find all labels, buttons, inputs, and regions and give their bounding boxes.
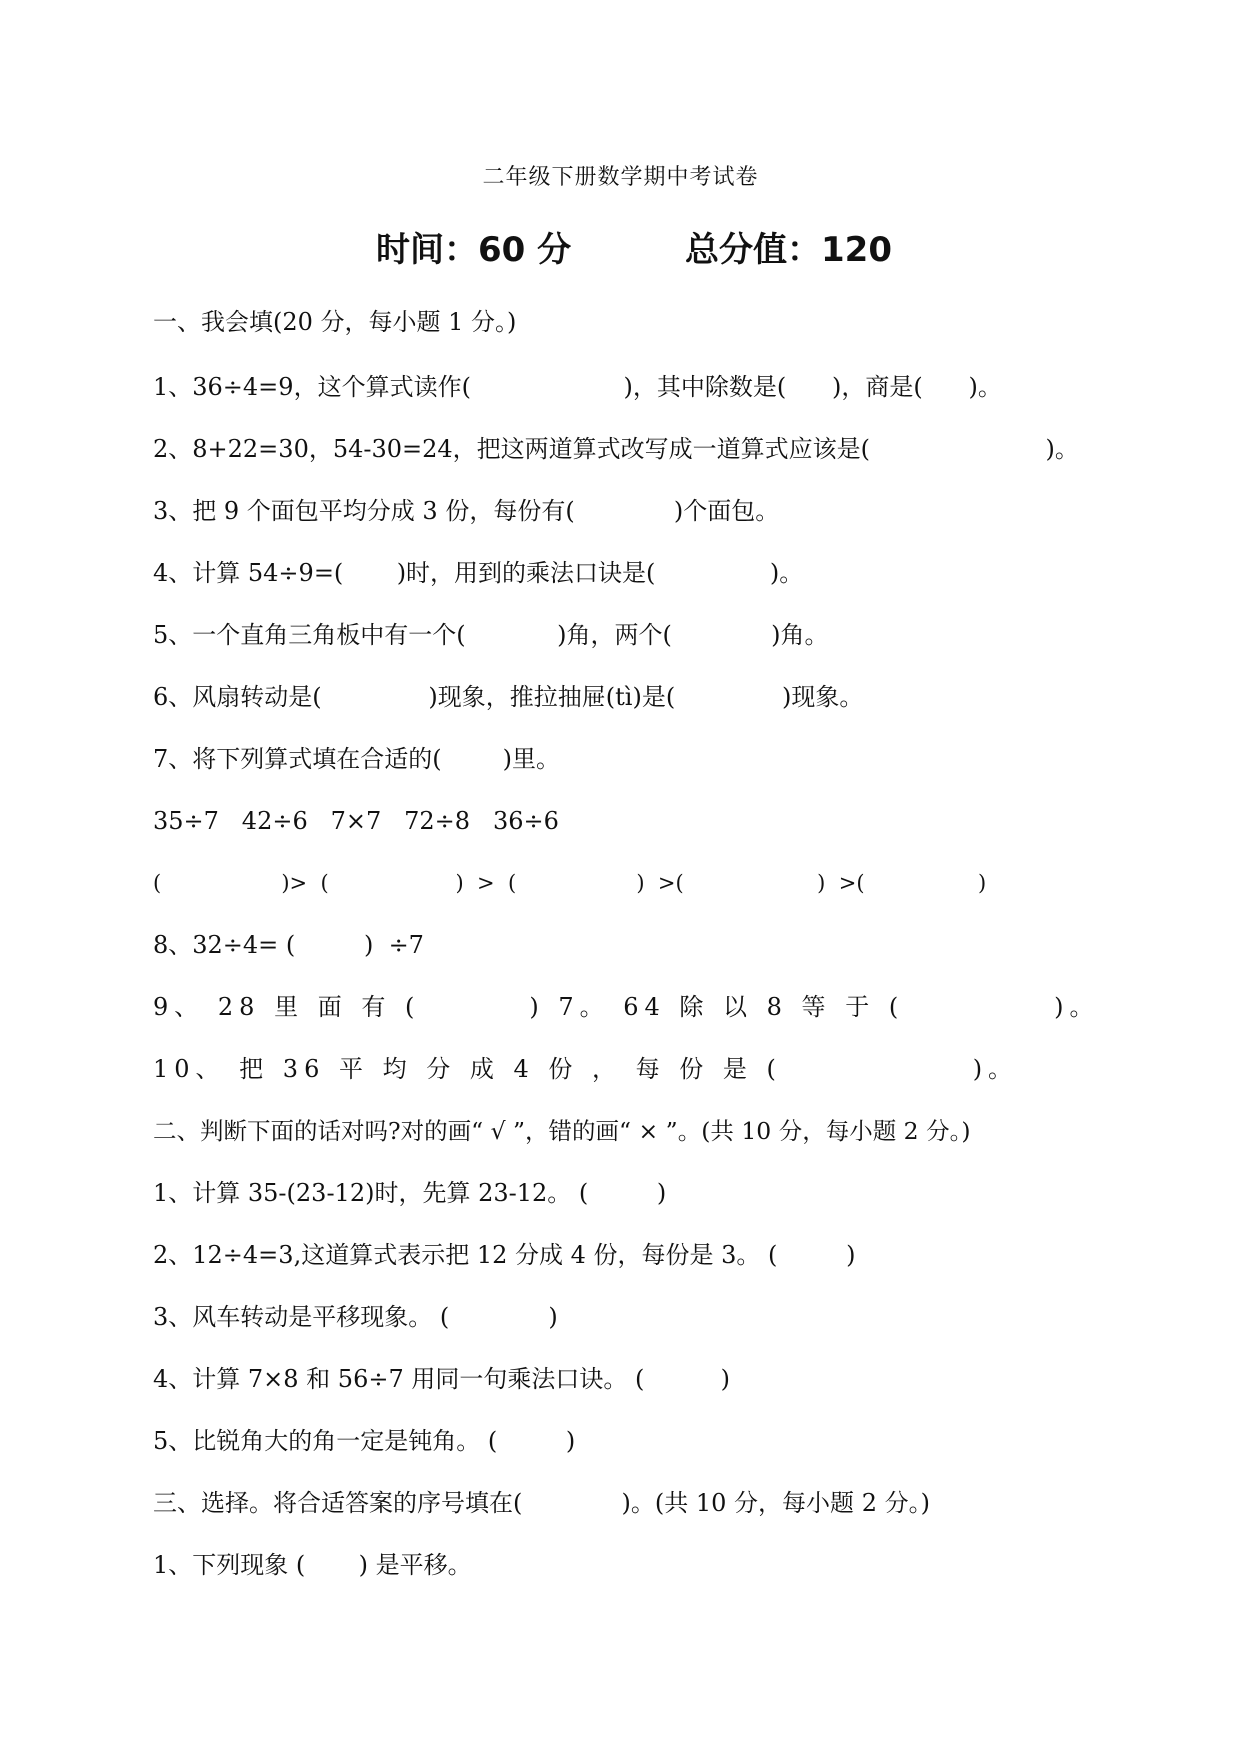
section1-question-6: 6、风扇转动是( )现象，推拉抽屉(tì)是( )现象。 — [153, 683, 864, 711]
section3-heading: 三、选择。将合适答案的序号填在( )。(共 10 分，每小题 2 分。) — [153, 1489, 930, 1517]
section1-question-8: 8、32÷4= ( ) ÷7 — [153, 931, 424, 959]
exam-title: 二年级下册数学期中考试卷 — [482, 165, 759, 190]
exam-time: 时间：60 分 — [376, 230, 572, 270]
section2-question-5: 5、比锐角大的角一定是钝角。 ( ) — [153, 1427, 576, 1455]
section2-question-3: 3、风车转动是平移现象。 ( ) — [153, 1303, 558, 1331]
exam-total-score: 总分值：120 — [685, 230, 892, 270]
section2-question-4: 4、计算 7×8 和 56÷7 用同一句乘法口诀。 ( ) — [153, 1365, 730, 1393]
section1-heading: 一、我会填(20 分，每小题 1 分。) — [153, 308, 517, 336]
section1-question-9: 9、 28 里 面 有 ( ) 7。 64 除 以 8 等 于 ( )。 — [153, 993, 1100, 1021]
section1-question-7: 7、将下列算式填在合适的( )里。 — [153, 745, 561, 773]
section1-question-2: 2、8+22=30，54-30=24，把这两道算式改写成一道算式应该是( )。 — [153, 435, 1079, 463]
section1-question-1: 1、36÷4=9，这个算式读作( )，其中除数是( )，商是( )。 — [153, 373, 1002, 401]
question-7-expressions: 35÷7 42÷6 7×7 72÷8 36÷6 — [153, 807, 559, 835]
question-7-blanks: ( )> ( ) > ( ) >( ) >( ) — [153, 871, 987, 895]
section2-heading: 二、判断下面的话对吗?对的画“ √ ”，错的画“ × ”。(共 10 分，每小题 2 分。) — [153, 1117, 971, 1145]
section1-question-10: 10、 把 36 平 均 分 成 4 份 ， 每 份 是 ( )。 — [153, 1055, 1019, 1083]
section1-question-5: 5、一个直角三角板中有一个( )角，两个( )角。 — [153, 621, 829, 649]
section2-question-2: 2、12÷4=3,这道算式表示把 12 分成 4 份，每份是 3。 ( ) — [153, 1241, 856, 1269]
section3-question-1: 1、下列现象 ( ) 是平移。 — [153, 1551, 472, 1579]
section1-question-4: 4、计算 54÷9=( )时，用到的乘法口诀是( )。 — [153, 559, 804, 587]
section2-question-1: 1、计算 35-(23-12)时，先算 23-12。 ( ) — [153, 1179, 667, 1207]
section1-question-3: 3、把 9 个面包平均分成 3 份，每份有( )个面包。 — [153, 497, 780, 525]
